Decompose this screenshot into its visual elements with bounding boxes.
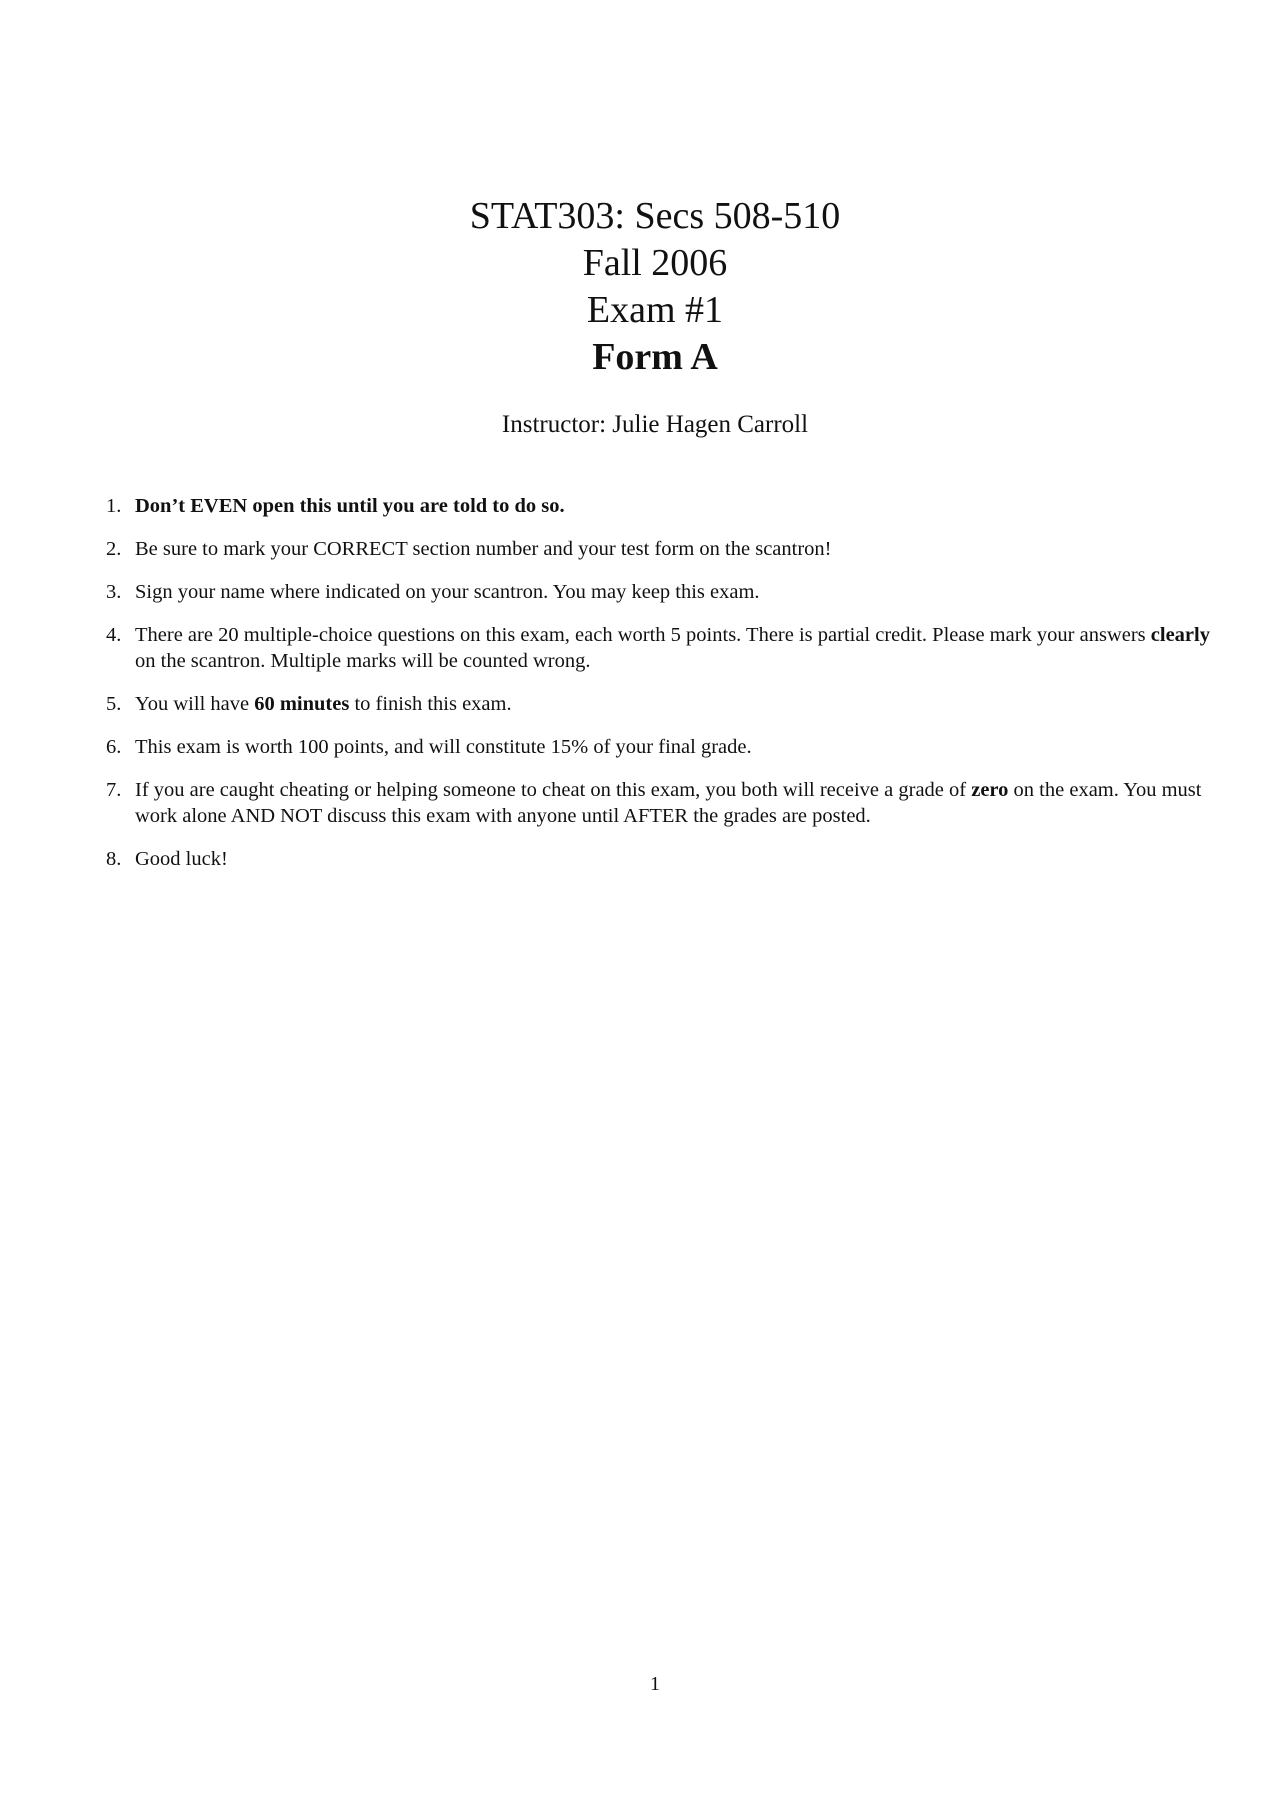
exam-title: Exam #1 <box>586 289 724 331</box>
instruction-text <box>135 693 512 715</box>
instructor-line: Instructor: Julie Hagen Carroll <box>501 411 809 438</box>
instruction-item <box>106 579 1226 605</box>
instruction-text-part: If you are caught cheating or helping someone to cheat on this exam, you both will receive a grade of <box>135 779 972 801</box>
title-block <box>0 193 1280 381</box>
instruction-emphasis: clearly <box>1150 624 1210 646</box>
instruction-text-part: There are 20 multiple-choice questions on this exam, each worth 5 points. There is partial credit. Please mark your answers <box>135 624 1151 646</box>
instruction-item <box>106 846 1226 872</box>
instruction-number: 2. <box>106 538 122 560</box>
instruction-text-part: on the scantron. Multiple marks will be counted wrong. <box>135 650 591 672</box>
instruction-item <box>106 536 1226 562</box>
instruction-text-part: to finish this exam. <box>349 693 512 715</box>
instruction-text <box>135 779 1201 827</box>
instruction-number: 8. <box>106 848 122 870</box>
instruction-item <box>106 777 1226 829</box>
instruction-text-part: Sign your name where indicated on your scantron. You may keep this exam. <box>135 581 760 603</box>
instruction-item <box>106 493 1226 519</box>
instruction-text-part: You will have <box>135 693 255 715</box>
form-title: Form A <box>592 336 718 378</box>
instruction-text-part: This exam is worth 100 points, and will constitute 15% of your final grade. <box>135 736 752 758</box>
course-title: STAT303: Secs 508-510 <box>469 195 841 237</box>
instruction-number: 7. <box>106 779 122 801</box>
term-title: Fall 2006 <box>582 242 728 284</box>
instruction-number: 6. <box>106 736 122 758</box>
instruction-text <box>135 538 832 560</box>
instructions-list <box>106 493 1226 889</box>
instruction-item <box>106 691 1226 717</box>
instruction-text <box>135 495 565 517</box>
instruction-emphasis: 60 minutes <box>254 693 350 715</box>
instruction-text <box>135 848 228 870</box>
instruction-text <box>135 736 752 758</box>
instruction-text-part: Good luck! <box>135 848 228 870</box>
instruction-text-part: Be sure to mark your CORRECT section number and your test form on the scantron! <box>135 538 832 560</box>
instruction-emphasis: zero <box>971 779 1009 801</box>
instruction-number: 4. <box>106 624 122 646</box>
page-number: 1 <box>650 1673 660 1695</box>
instruction-item <box>106 734 1226 760</box>
instruction-item <box>106 622 1226 674</box>
instruction-number: 1. <box>106 495 122 517</box>
instruction-number: 5. <box>106 693 122 715</box>
instruction-text <box>135 581 760 603</box>
instruction-text-part: on the exam. You must work alone AND NOT discuss this exam with anyone until AFTER the grades are posted. <box>135 779 1202 827</box>
instruction-emphasis: Don’t EVEN open this until you are told to do so. <box>135 495 565 517</box>
instruction-number: 3. <box>106 581 122 603</box>
instruction-text <box>135 624 1210 672</box>
